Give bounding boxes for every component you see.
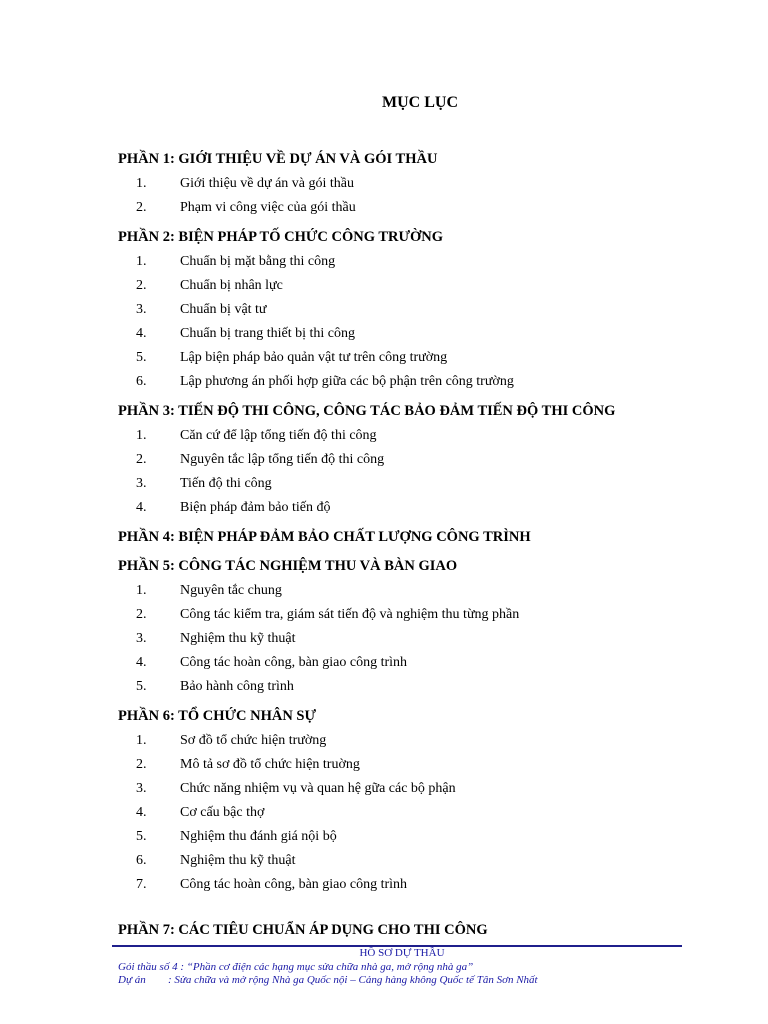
toc-item-text: Công tác hoàn công, bàn giao công trình [180, 877, 408, 892]
toc-item-number: 5. [136, 350, 147, 365]
toc-item-number: 5. [136, 829, 147, 844]
toc-item-number: 3. [136, 476, 147, 491]
toc-item-number: 2. [136, 200, 147, 215]
toc-item-text: Chuẩn bị trang thiết bị thi công [180, 326, 355, 341]
section-heading: PHẦN 5: CÔNG TÁC NGHIỆM THU VÀ BÀN GIAO [118, 558, 458, 574]
toc-item-text: Nghiệm thu kỹ thuật [180, 631, 296, 646]
toc-item-number: 2. [136, 452, 147, 467]
toc-item-text: Nghiệm thu đánh giá nội bộ [180, 829, 337, 844]
toc-item-text: Bảo hành công trình [180, 679, 294, 694]
toc-item-number: 2. [136, 607, 147, 622]
toc-item-number: 3. [136, 302, 147, 317]
toc-item-number: 7. [136, 877, 147, 892]
toc-item-text: Nghiệm thu kỹ thuật [180, 853, 296, 868]
toc-item-number: 1. [136, 583, 147, 598]
section-heading: PHẦN 7: CÁC TIÊU CHUẨN ÁP DỤNG CHO THI CÔNG [118, 922, 488, 938]
toc-item-number: 1. [136, 176, 147, 191]
section-heading: PHẦN 3: TIẾN ĐỘ THI CÔNG, CÔNG TÁC BẢO ĐẢM TIẾN ĐỘ THI CÔNG [118, 403, 616, 419]
toc-item-number: 1. [136, 428, 147, 443]
toc-item-number: 5. [136, 679, 147, 694]
footer-project-line [118, 974, 538, 986]
toc-item-number: 1. [136, 733, 147, 748]
toc-item-number: 1. [136, 254, 147, 269]
toc-item-text: Lập phương án phối hợp giữa các bộ phận trên công trường [180, 374, 514, 389]
toc-item-number: 3. [136, 631, 147, 646]
toc-item-text: Công tác hoàn công, bàn giao công trình [180, 655, 408, 670]
toc-item-text: Phạm vi công việc của gói thầu [180, 200, 356, 215]
footer-project-label: Dự án [118, 974, 146, 986]
section-heading: PHẦN 2: BIỆN PHÁP TỐ CHỨC CÔNG TRƯỜNG [118, 229, 444, 245]
toc-item-text: Nguyên tắc chung [180, 583, 282, 598]
toc-item-text: Giới thiệu về dự án và gói thầu [180, 176, 355, 191]
toc-item-text: Nguyên tắc lập tổng tiến độ thi công [180, 452, 385, 467]
footer-title: HỒ SƠ DỰ THẦU [359, 947, 445, 959]
toc-item-text: Công tác kiểm tra, giám sát tiến độ và nghiệm thu từng phần [180, 607, 520, 622]
toc-item-number: 2. [136, 278, 147, 293]
toc-item-text: Chuẩn bị nhân lực [180, 278, 283, 293]
toc-item-number: 4. [136, 326, 147, 341]
toc-item-text: Căn cứ để lập tổng tiến độ thi công [180, 428, 377, 443]
toc-item-number: 2. [136, 757, 147, 772]
section-heading: PHẦN 1: GIỚI THIỆU VỀ DỰ ÁN VÀ GÓI THẦU [118, 151, 438, 167]
page-title: MỤC LỤC [382, 94, 458, 111]
toc-item-number: 4. [136, 805, 147, 820]
section-heading: PHẦN 4: BIỆN PHÁP ĐẢM BẢO CHẤT LƯỢNG CÔNG TRÌNH [118, 529, 531, 545]
toc-item-text: Tiến độ thi công [180, 476, 272, 491]
section-heading: PHẦN 6: TỔ CHỨC NHÂN SỰ [118, 708, 317, 724]
toc-item-text: Sơ đồ tổ chức hiện trường [180, 733, 327, 748]
toc-item-text: Mô tả sơ đồ tổ chức hiện truờng [180, 757, 360, 772]
toc-item-number: 6. [136, 853, 147, 868]
toc-item-text: Chuẩn bị mặt bằng thi công [180, 254, 336, 269]
footer-package-line: Gói thầu số 4 : “Phần cơ điện các hạng mục sửa chữa nhà ga, mở rộng nhà ga” [118, 961, 474, 973]
toc-item-number: 4. [136, 500, 147, 515]
toc-item-text: Biện pháp đảm bảo tiến độ [180, 500, 331, 515]
toc-item-number: 6. [136, 374, 147, 389]
footer-project-text: : Sửa chữa và mở rộng Nhà ga Quốc nội – Cảng hàng không Quốc tế Tân Sơn Nhất [168, 974, 538, 986]
toc-item-text: Cơ cấu bậc thợ [180, 805, 265, 820]
toc-item-text: Chức năng nhiệm vụ và quan hệ gữa các bộ phận [180, 781, 456, 796]
toc-item-text: Lập biện pháp bảo quản vật tư trên công trường [180, 350, 448, 365]
toc-item-number: 4. [136, 655, 147, 670]
toc-item-text: Chuẩn bị vật tư [180, 302, 267, 317]
toc-item-number: 3. [136, 781, 147, 796]
